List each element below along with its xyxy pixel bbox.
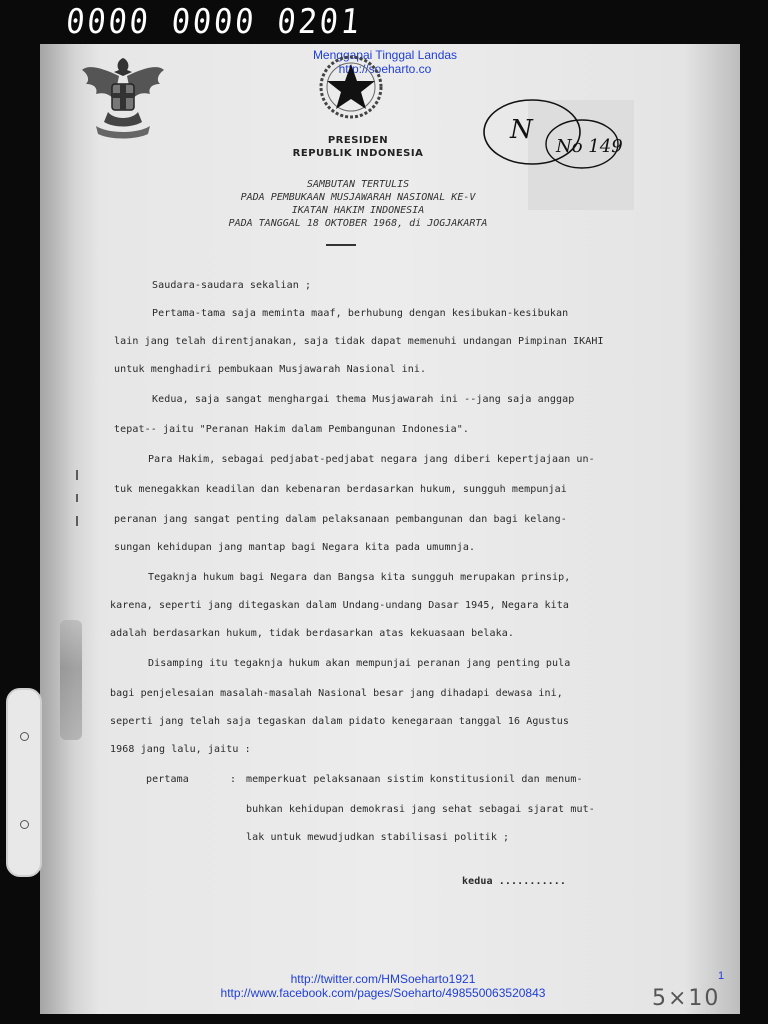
watermark-title: Menggapai Tinggal Landas	[312, 48, 458, 62]
frame-reduction-mark: 5×10	[652, 986, 721, 1011]
body-line: peranan jang sangat penting dalam pelaksanaan pembangunan dan bagi kelang-	[114, 514, 567, 525]
microfilm-frame-number: 0000 0000 0201	[64, 2, 364, 42]
letterhead-subtitle: REPUBLIK INDONESIA	[292, 148, 424, 159]
title-line-2: PADA PEMBUKAAN MUSJAWARAH NASIONAL KE-V	[240, 192, 476, 203]
list-label: pertama	[146, 774, 189, 785]
document-title	[180, 178, 536, 230]
body-line: Kedua, saja sangat menghargai thema Musjawarah ini --jang saja anggap	[152, 394, 575, 405]
body-line: lain jang telah direntjanakan, saja tidak dapat memenuhi undangan Pimpinan IKAHI	[114, 336, 604, 347]
handwritten-initial: N	[510, 115, 533, 145]
body-line: seperti jang telah saja tegaskan dalam pidato kenegaraan tanggal 16 Agustus	[110, 716, 570, 727]
list-text: memperkuat pelaksanaan sistim konstitusionil dan menum-	[246, 774, 583, 785]
body-line: tuk menegakkan keadilan dan kebenaran berdasarkan hukum, sungguh mempunjai	[114, 484, 567, 495]
garuda-emblem-icon	[78, 50, 168, 142]
title-line-1: SAMBUTAN TERTULIS	[306, 179, 410, 190]
page-shadow	[40, 44, 100, 1014]
body-line: tepat-- jaitu "Peranan Hakim dalam Pembangunan Indonesia".	[114, 424, 469, 435]
body-line: Disamping itu tegaknja hukum akan mempunjai peranan jang penting pula	[148, 658, 571, 669]
list-text: lak untuk mewudjudkan stabilisasi politik ;	[246, 832, 510, 843]
body-line: untuk menghadiri pembukaan Musjawarah Nasional ini.	[114, 364, 427, 375]
footer-links	[200, 972, 566, 1000]
body-line: adalah berdasarkan hukum, tidak berdasarkan atas kekuasaan belaka.	[110, 628, 514, 639]
continuation-catchword: kedua ...........	[462, 876, 567, 887]
watermark-url[interactable]: http://soeharto.co	[338, 62, 432, 76]
paper-tear	[60, 620, 82, 740]
body-line: Pertama-tama saja meminta maaf, berhubung dengan kesibukan-kesibukan	[152, 308, 569, 319]
title-line-3: IKATAN HAKIM INDONESIA	[291, 205, 425, 216]
body-line: sungan kehidupan jang mantap bagi Negara kita pada umumnja.	[114, 542, 476, 553]
body-line: bagi penjelesaian masalah-masalah Nasional besar jang dihadapi dewasa ini,	[110, 688, 563, 699]
letterhead-title: PRESIDEN	[327, 135, 389, 146]
punch-hole	[20, 732, 29, 741]
facebook-link[interactable]: http://www.facebook.com/pages/Soeharto/498550063520843	[220, 986, 546, 1000]
body-line: 1968 jang lalu, jaitu :	[110, 744, 251, 755]
list-text: buhkan kehidupan demokrasi jang sehat sebagai sjarat mut-	[246, 804, 595, 815]
page-number: 1	[718, 970, 725, 982]
letterhead	[270, 134, 446, 160]
presidential-seal-icon	[316, 52, 386, 122]
punch-hole	[20, 820, 29, 829]
body-line: Tegaknja hukum bagi Negara dan Bangsa kita sungguh merupakan prinsip,	[148, 572, 571, 583]
twitter-link[interactable]: http://twitter.com/HMSoeharto1921	[290, 972, 476, 986]
handwritten-number: No 149	[556, 136, 623, 157]
title-line-4: PADA TANGGAL 18 OKTOBER 1968, di JOGJAKARTA	[228, 218, 488, 229]
body-line: karena, seperti jang ditegaskan dalam Undang-undang Dasar 1945, Negara kita	[110, 600, 570, 611]
binder-clip	[6, 688, 42, 877]
body-line: Para Hakim, sebagai pedjabat-pedjabat negara jang diberi kepertjajaan un-	[148, 454, 595, 465]
list-colon: :	[230, 774, 237, 785]
salutation: Saudara-saudara sekalian ;	[152, 280, 312, 291]
margin-marks	[74, 470, 80, 530]
title-underline	[326, 244, 356, 246]
